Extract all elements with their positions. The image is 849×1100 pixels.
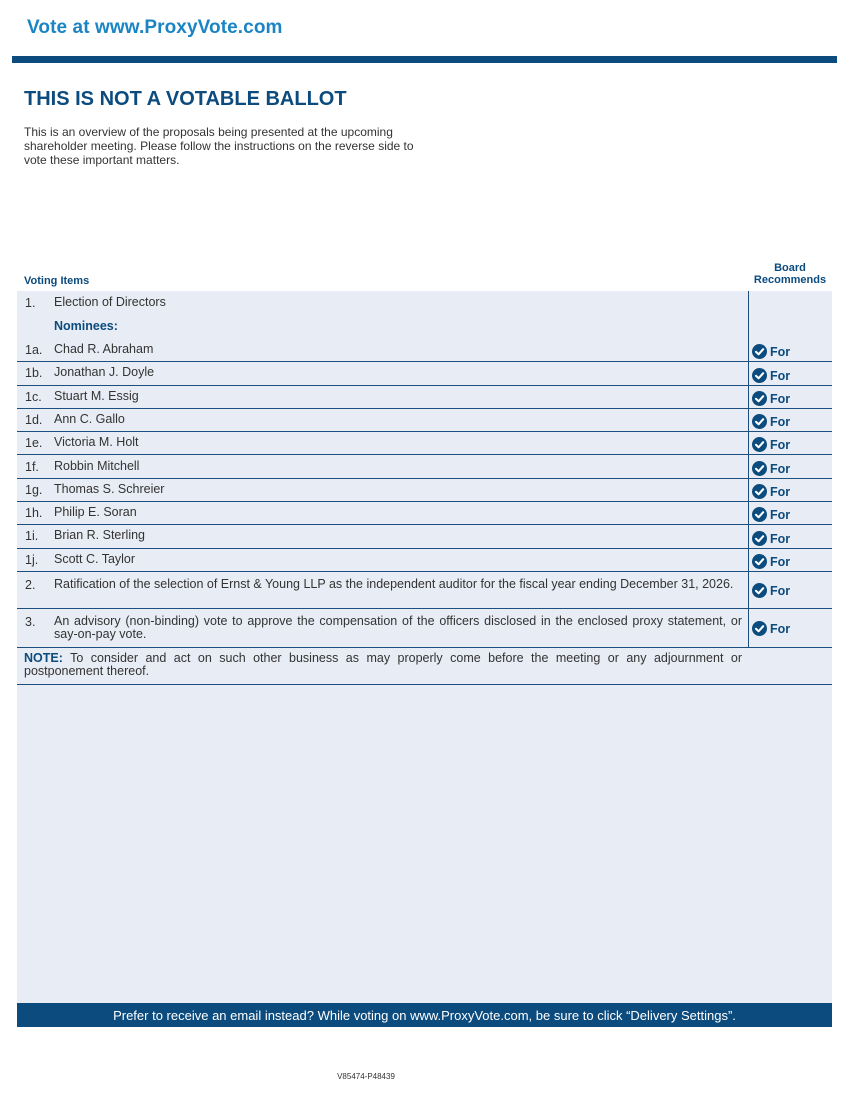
recommendation (749, 339, 832, 361)
item-2-row (17, 573, 832, 609)
nominees-label-row (17, 316, 832, 338)
recommendation (749, 502, 832, 524)
recommendation-label: For (770, 391, 791, 406)
recommendation (749, 479, 832, 501)
check-circle-icon (752, 461, 767, 476)
page-title: THIS IS NOT A VOTABLE BALLOT (24, 88, 347, 110)
nominee-name: Ann C. Gallo (54, 411, 125, 426)
check-circle-icon (752, 391, 767, 406)
recommendation (749, 409, 832, 431)
nominee-name: Chad R. Abraham (54, 342, 154, 356)
recommendation (749, 610, 832, 647)
recommendation-label: For (770, 368, 791, 383)
check-circle-icon (752, 583, 767, 598)
recommendation-label: For (770, 415, 791, 430)
recommendation (749, 525, 832, 547)
recommendation-label: For (770, 583, 791, 598)
nominee-name: Scott C. Taylor (54, 551, 136, 566)
recommendation (749, 432, 832, 454)
nominee-row (17, 456, 832, 479)
recommendation (749, 573, 832, 608)
nominee-name: Jonathan J. Doyle (54, 365, 155, 380)
nominee-number: 1c. (25, 389, 42, 404)
intro-text: This is an overview of the proposals being presented at the upcoming shareholder meeting. Please follow the instructions on the reverse side to vote these important matters. (24, 125, 414, 167)
site-title: Vote at www.ProxyVote.com (27, 17, 283, 38)
recommendation (749, 362, 832, 384)
item-number: 2. (25, 578, 36, 592)
nominee-number: 1g. (25, 482, 43, 497)
footer-banner (17, 1003, 832, 1027)
item-number: 1. (25, 296, 36, 310)
check-circle-icon (752, 621, 767, 636)
recommendation-label: For (770, 461, 791, 476)
nominee-row (17, 362, 832, 385)
nominee-name: Victoria M. Holt (54, 435, 139, 450)
item-number: 3. (25, 615, 36, 629)
nominees-label: Nominees: (54, 319, 118, 333)
nominee-number: 1d. (25, 412, 43, 427)
item-text: Ratification of the selection of Ernst & Young LLP as the independent auditor for the fiscal year ending December 31, 2026. (54, 577, 734, 591)
nominee-row (17, 409, 832, 432)
check-circle-icon (752, 484, 767, 499)
recommendation (749, 549, 832, 571)
board-recommends-header: Board Recommends (753, 262, 827, 286)
item-text: Election of Directors (54, 295, 166, 309)
check-circle-icon (752, 437, 767, 452)
check-circle-icon (752, 344, 767, 359)
recommendation-label: For (770, 554, 791, 569)
nominee-row (17, 479, 832, 502)
nominee-row (17, 502, 832, 525)
nominee-row (17, 386, 832, 409)
nominee-number: 1j. (25, 552, 39, 567)
note-label: NOTE: (24, 651, 63, 665)
note-body: To consider and act on such other business as may properly come before the meeting or any adjournment or postponement thereof. (24, 651, 742, 678)
nominee-name: Stuart M. Essig (54, 388, 139, 403)
nominee-row (17, 432, 832, 455)
nominee-name: Brian R. Sterling (54, 528, 146, 543)
nominee-number: 1h. (25, 506, 43, 521)
check-circle-icon (752, 368, 767, 383)
check-circle-icon (752, 531, 767, 546)
check-circle-icon (752, 507, 767, 522)
recommendation-label: For (770, 438, 791, 453)
document-code: V85474-P48439 (337, 1072, 395, 1081)
nominee-name: Thomas S. Schreier (54, 481, 165, 496)
item-text: An advisory (non-binding) vote to approve the compensation of the officers disclosed in the enclosed proxy statement, or say-on-pay vote. (54, 614, 742, 641)
check-circle-icon (752, 414, 767, 429)
header-rule (12, 56, 837, 63)
nominee-row (17, 549, 832, 572)
nominee-name: Robbin Mitchell (54, 458, 140, 473)
recommendation-label: For (770, 485, 791, 500)
nominee-row (17, 525, 832, 548)
note-text (24, 652, 742, 678)
nominee-number: 1b. (25, 366, 43, 381)
footer-banner-text: Prefer to receive an email instead? While voting on www.ProxyVote.com, be sure to click “Delivery Settings”. (113, 1007, 736, 1023)
voting-items-header: Voting Items (24, 275, 90, 287)
nominee-name: Philip E. Soran (54, 505, 137, 520)
recommendation-label: For (770, 345, 791, 360)
nominee-row (17, 339, 832, 362)
nominee-number: 1a. (25, 343, 43, 357)
recommendation-label: For (770, 531, 791, 546)
nominee-number: 1e. (25, 436, 43, 451)
note-rule (17, 684, 832, 685)
check-circle-icon (752, 554, 767, 569)
nominee-number: 1i. (25, 529, 39, 544)
recommendation (749, 386, 832, 408)
nominee-number: 1f. (25, 459, 39, 474)
item-3-row (17, 610, 832, 648)
item-1-row (17, 293, 832, 315)
recommendation-label: For (770, 621, 791, 636)
recommendation (749, 456, 832, 478)
recommendation-label: For (770, 508, 791, 523)
